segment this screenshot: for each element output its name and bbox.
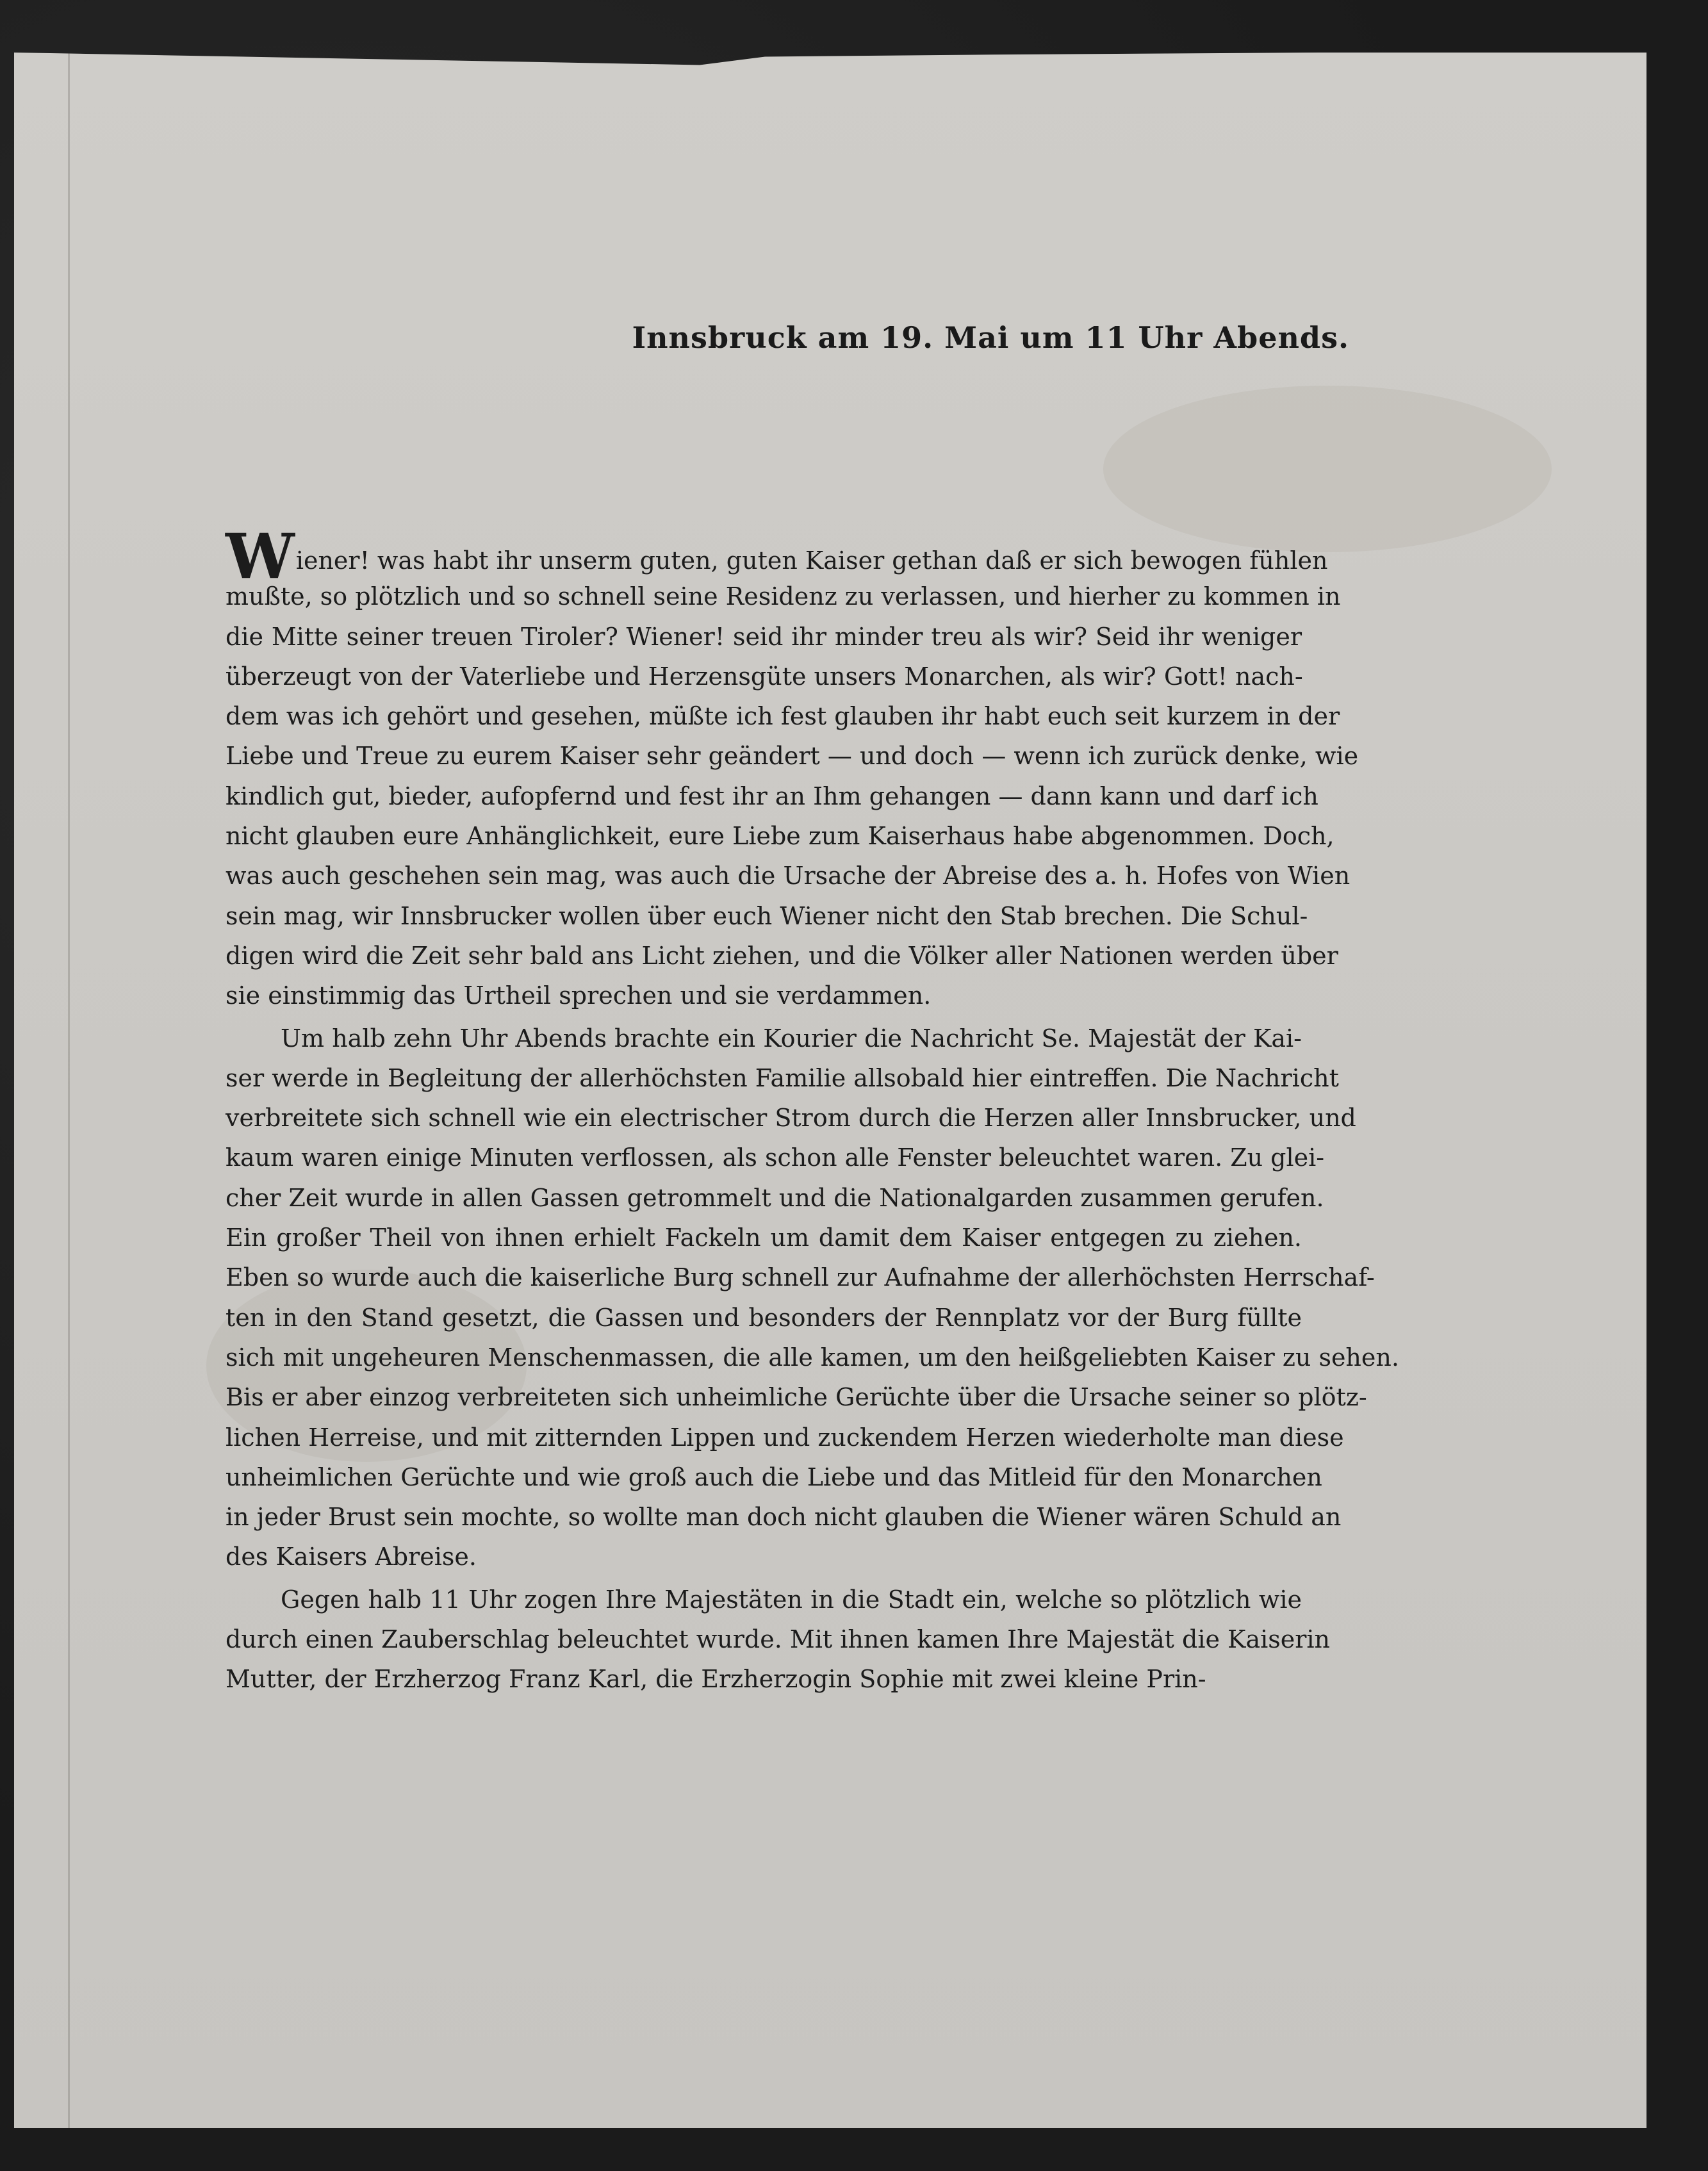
text-line [226,617,1302,657]
line-text: sich mit ungeheuren Menschenmassen, die alle kamen, um den heißgeliebten Kaiser zu sehen. [226,1343,1399,1372]
text-line [226,520,1328,593]
line-text: iener! was habt ihr unserm guten, guten Kaiser gethan daß er sich bewogen fühlen [295,546,1328,575]
line-text: ten in den Stand gesetzt, die Gassen und besonders der Rennplatz vor der Burg füllte [226,1303,1302,1332]
text-line [226,816,1334,856]
text-line [226,657,1302,696]
text-line [226,1457,1322,1497]
line-text: des Kaisers Abreise. [226,1543,477,1571]
line-text: Mutter, der Erzherzog Franz Karl, die Erzherzogin Sophie mit zwei kleine Prin- [226,1665,1206,1694]
line-text: Liebe und Treue zu eurem Kaiser sehr geändert — und doch — wenn ich zurück denke, wie [226,742,1359,771]
text-line [226,1377,1367,1417]
line-text: was auch geschehen sein mag, was auch die Ursache der Abreise des a. h. Hofes von Wien [226,862,1351,890]
text-line [226,1338,1399,1377]
text-line [226,1659,1302,1699]
line-text: dem was ich gehört und gesehen, müßte ich fest glauben ihr habt euch seit kurzem in der [226,702,1340,731]
line-text: kaum waren einige Minuten verflossen, als schon alle Fenster beleuchtet waren. Zu glei- [226,1143,1325,1172]
text-line [226,1058,1339,1098]
text-line [226,577,1341,616]
text-line [226,736,1359,776]
line-text: Gegen halb 11 Uhr zogen Ihre Majestäten in die Stadt ein, welche so plötzlich wie [281,1585,1302,1614]
fold-line [68,53,70,2128]
text-line [226,776,1318,816]
text-line [226,1537,1302,1577]
line-text: cher Zeit wurde in allen Gassen getrommelt und die Nationalgarden zusammen gerufen. [226,1183,1324,1212]
text-line [226,1019,1302,1058]
line-text: Eben so wurde auch die kaiserliche Burg schnell zur Aufnahme der allerhöchsten Herrschaf- [226,1263,1375,1292]
text-line [226,936,1338,976]
text-line [226,1418,1344,1457]
line-text: nicht glauben eure Anhänglichkeit, eure Liebe zum Kaiserhaus habe abgenommen. Doch, [226,822,1334,851]
line-text: überzeugt von der Vaterliebe und Herzensgüte unsers Monarchen, als wir? Gott! nach- [226,662,1303,691]
line-text: lichen Herreise, und mit zitternden Lippen und zuckendem Herzen wiederholte man diese [226,1423,1344,1452]
text-line [226,1619,1331,1659]
text-line [226,1218,1302,1258]
text-line [226,1258,1375,1297]
line-text: die Mitte seiner treuen Tiroler? Wiener! seid ihr minder treu als wir? Seid ihr weniger [226,622,1302,651]
page-heading: Innsbruck am 19. Mai um 11 Uhr Abends. [632,320,1349,355]
line-text: Bis er aber einzog verbreiteten sich unheimliche Gerüchte über die Ursache seiner so plötz- [226,1383,1367,1412]
line-text: in jeder Brust sein mochte, so wollte man doch nicht glauben die Wiener wären Schuld an [226,1503,1342,1532]
line-text: verbreitete sich schnell wie ein electrischer Strom durch die Herzen aller Innsbrucker, und [226,1104,1356,1133]
paragraph [226,1580,1331,1700]
line-text: sein mag, wir Innsbrucker wollen über euch Wiener nicht den Stab brechen. Die Schul- [226,901,1308,930]
line-text: kindlich gut, bieder, aufopfernd und fest ihr an Ihm gehangen — dann kann und darf ich [226,782,1318,810]
text-line [226,1178,1324,1218]
paragraph [226,520,1359,1016]
line-text: sie einstimmig das Urtheil sprechen und sie verdammen. [226,981,932,1010]
text-line [226,696,1340,736]
line-text: mußte, so plötzlich und so schnell seine Residenz zu verlassen, und hierher zu kommen in [226,582,1341,611]
paper-stain [1103,386,1552,552]
line-text: ser werde in Begleitung der allerhöchsten Familie allsobald hier eintreffen. Die Nachricht [226,1063,1339,1092]
paragraph [226,1019,1399,1577]
line-text: unheimlichen Gerüchte und wie groß auch die Liebe und das Mitleid für den Monarchen [226,1462,1322,1491]
text-line [226,1098,1356,1138]
paragraph-gap [226,1700,1302,1702]
text-line [226,896,1308,936]
body-text [226,520,1399,1702]
line-text: digen wird die Zeit sehr bald ans Licht ziehen, und die Völker aller Nationen werden über [226,941,1338,970]
line-text: Ein großer Theil von ihnen erhielt Fackeln um damit dem Kaiser entgegen zu ziehen. [226,1224,1302,1252]
line-text: durch einen Zauberschlag beleuchtet wurde. Mit ihnen kamen Ihre Majestät die Kaiserin [226,1625,1331,1654]
text-line [226,1497,1342,1537]
drop-cap: W [226,520,295,593]
text-line [226,1298,1302,1338]
text-line [226,1138,1325,1177]
text-line [226,1580,1302,1619]
text-line [226,856,1351,896]
text-line [226,976,1302,1015]
line-text: Um halb zehn Uhr Abends brachte ein Kourier die Nachricht Se. Majestät der Kai- [281,1024,1302,1053]
